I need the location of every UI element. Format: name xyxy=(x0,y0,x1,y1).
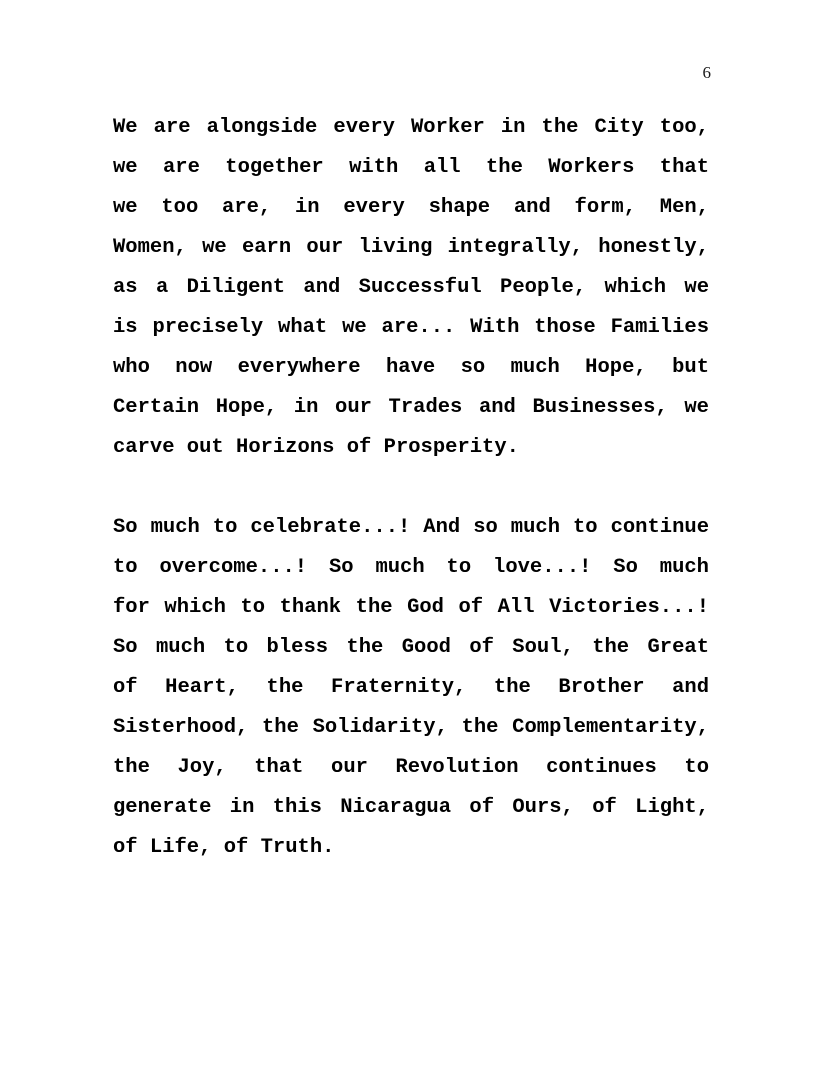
text-line: carve out Horizons of Prosperity. xyxy=(113,436,519,459)
text-line: Women, we earn our living integrally, honestly, xyxy=(113,236,709,259)
text-line: of Heart, the Fraternity, the Brother and xyxy=(113,676,709,699)
text-line: of Life, of Truth. xyxy=(113,836,335,859)
text-line: So much to bless the Good of Soul, the Great xyxy=(113,636,709,659)
text-line: for which to thank the God of All Victories...! xyxy=(113,596,709,619)
text-line: as a Diligent and Successful People, which we xyxy=(113,276,709,299)
paragraph-1 xyxy=(113,108,709,468)
text-line: who now everywhere have so much Hope, but xyxy=(113,356,709,379)
text-line: Sisterhood, the Solidarity, the Complementarity, xyxy=(113,716,709,739)
document-body xyxy=(113,108,709,868)
page-number: 6 xyxy=(702,63,711,82)
text-line: we are together with all the Workers that xyxy=(113,156,709,179)
page-header xyxy=(113,64,711,81)
text-line: we too are, in every shape and form, Men, xyxy=(113,196,709,219)
text-line: is precisely what we are... With those Families xyxy=(113,316,709,339)
text-line: We are alongside every Worker in the City too, xyxy=(113,116,709,139)
text-line: generate in this Nicaragua of Ours, of Light, xyxy=(113,796,709,819)
text-line: to overcome...! So much to love...! So much xyxy=(113,556,709,579)
paragraph-2 xyxy=(113,508,709,868)
text-line: Certain Hope, in our Trades and Businesses, we xyxy=(113,396,709,419)
text-line: So much to celebrate...! And so much to continue xyxy=(113,516,709,539)
text-line: the Joy, that our Revolution continues to xyxy=(113,756,709,779)
